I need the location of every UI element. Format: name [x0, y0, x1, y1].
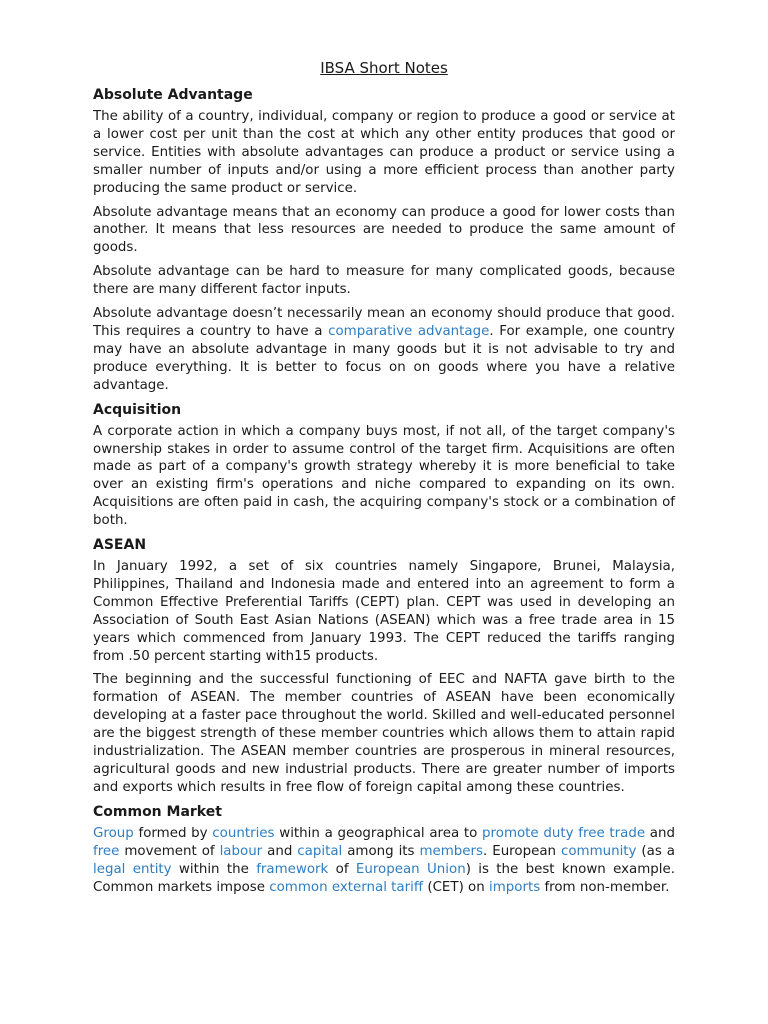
- link-imports[interactable]: imports: [488, 879, 541, 895]
- link-members[interactable]: members: [419, 843, 484, 859]
- text-run: within a geographical area to: [274, 825, 483, 841]
- link-community[interactable]: community: [560, 843, 637, 859]
- paragraph: A corporate action in which a company buys most, if not all, of the target company's ownership stakes in order to assume control of the target firm. Acquisitions are often made as part of a company's growth strategy whereby it is more beneficial to take over an existing firm's operations and niche compared to expanding on its own. Acquisitions are often paid in cash, the acquiring company's stock or a combination of both.: [93, 423, 675, 529]
- link-common-external-tariff[interactable]: common external tariff: [269, 879, 424, 895]
- link-countries[interactable]: countries: [212, 825, 275, 841]
- text-run: and: [262, 843, 298, 859]
- text-run: (as a: [636, 843, 675, 859]
- paragraph: In January 1992, a set of six countries namely Singapore, Brunei, Malaysia, Philippines, Thailand and Indonesia made and entered into an agreement to form a Common Effective Preferential Tariffs (CEPT) plan. CEPT was used in developing an Association of South East Asian Nations (ASEAN) which was a free trade area in 15 years which commenced from January 1993. The CEPT reduced the tariffs ranging from .50 percent starting with15 products.: [93, 559, 675, 664]
- paragraph: Absolute advantage can be hard to measure for many complicated goods, because there are many different factor inputs.: [93, 264, 675, 298]
- section-acquisition: [93, 401, 675, 530]
- link-promote[interactable]: promote: [482, 825, 539, 841]
- text-run: Absolute advantage doesn’t necessarily mean an economy should produce that good. This requires a country to have a: [93, 306, 675, 339]
- text-run: formed by: [133, 825, 213, 841]
- paragraph: The ability of a country, individual, company or region to produce a good or service at a lower cost per unit than the cost at which any other entity produces that good or service. Entities with absolute advantages can produce a product or service using a smaller number of inputs and/or using a more efficient process than another party producing the same product or service.: [93, 109, 675, 196]
- link-comparative-advantage[interactable]: comparative advantage: [328, 323, 490, 339]
- heading-common-market: Common Market: [93, 803, 222, 820]
- text-run: . European: [483, 843, 561, 859]
- paragraph-common-market: [93, 825, 675, 897]
- section-common-market: [93, 803, 675, 897]
- heading-absolute-advantage: Absolute Advantage: [93, 87, 253, 103]
- document-title: IBSA Short Notes: [320, 59, 448, 77]
- text-run: within the: [171, 861, 257, 877]
- link-duty-free-trade[interactable]: duty free trade: [543, 825, 646, 841]
- paragraph: [93, 305, 675, 395]
- section-asean: [93, 536, 675, 797]
- text-run: and: [645, 825, 675, 841]
- paragraph: The beginning and the successful functioning of EEC and NAFTA gave birth to the formation of ASEAN. The member countries of ASEAN have been economically developing at a faster pace throughout the world. Skilled and well-educated personnel are the biggest strength of these member countries which allows them to attain rapid industrialization. The ASEAN member countries are prosperous in mineral resources, agricultural goods and new industrial products. There are greater number of imports and exports which results in free flow of foreign capital among these countries.: [93, 672, 675, 795]
- text-run: . For example, one country may have an absolute advantage in many goods but it is not advisable to try and produce everything. It is better to focus on on goods where you have a relative advantage.: [93, 323, 675, 393]
- link-framework[interactable]: framework: [256, 861, 329, 877]
- link-free[interactable]: free: [93, 843, 120, 859]
- text-run: from non-member.: [540, 879, 670, 895]
- link-labour[interactable]: labour: [219, 843, 263, 859]
- text-run: ) is the best known example. Common markets impose: [93, 861, 675, 895]
- link-legal-entity[interactable]: legal entity: [93, 861, 172, 877]
- heading-acquisition: Acquisition: [93, 401, 182, 418]
- text-run: movement of: [119, 843, 220, 859]
- link-group[interactable]: Group: [93, 825, 134, 841]
- text-run: (CET) on: [423, 879, 489, 895]
- heading-asean: ASEAN: [93, 537, 147, 554]
- link-european-union[interactable]: European Union: [355, 861, 466, 877]
- paragraph: Absolute advantage means that an economy can produce a good for lower costs than another. It means that less resources are needed to produce the same amount of goods.: [93, 204, 675, 256]
- section-absolute-advantage: [93, 86, 675, 395]
- text-run: of: [328, 861, 356, 877]
- link-capital[interactable]: capital: [297, 843, 343, 859]
- text-run: among its: [342, 843, 420, 859]
